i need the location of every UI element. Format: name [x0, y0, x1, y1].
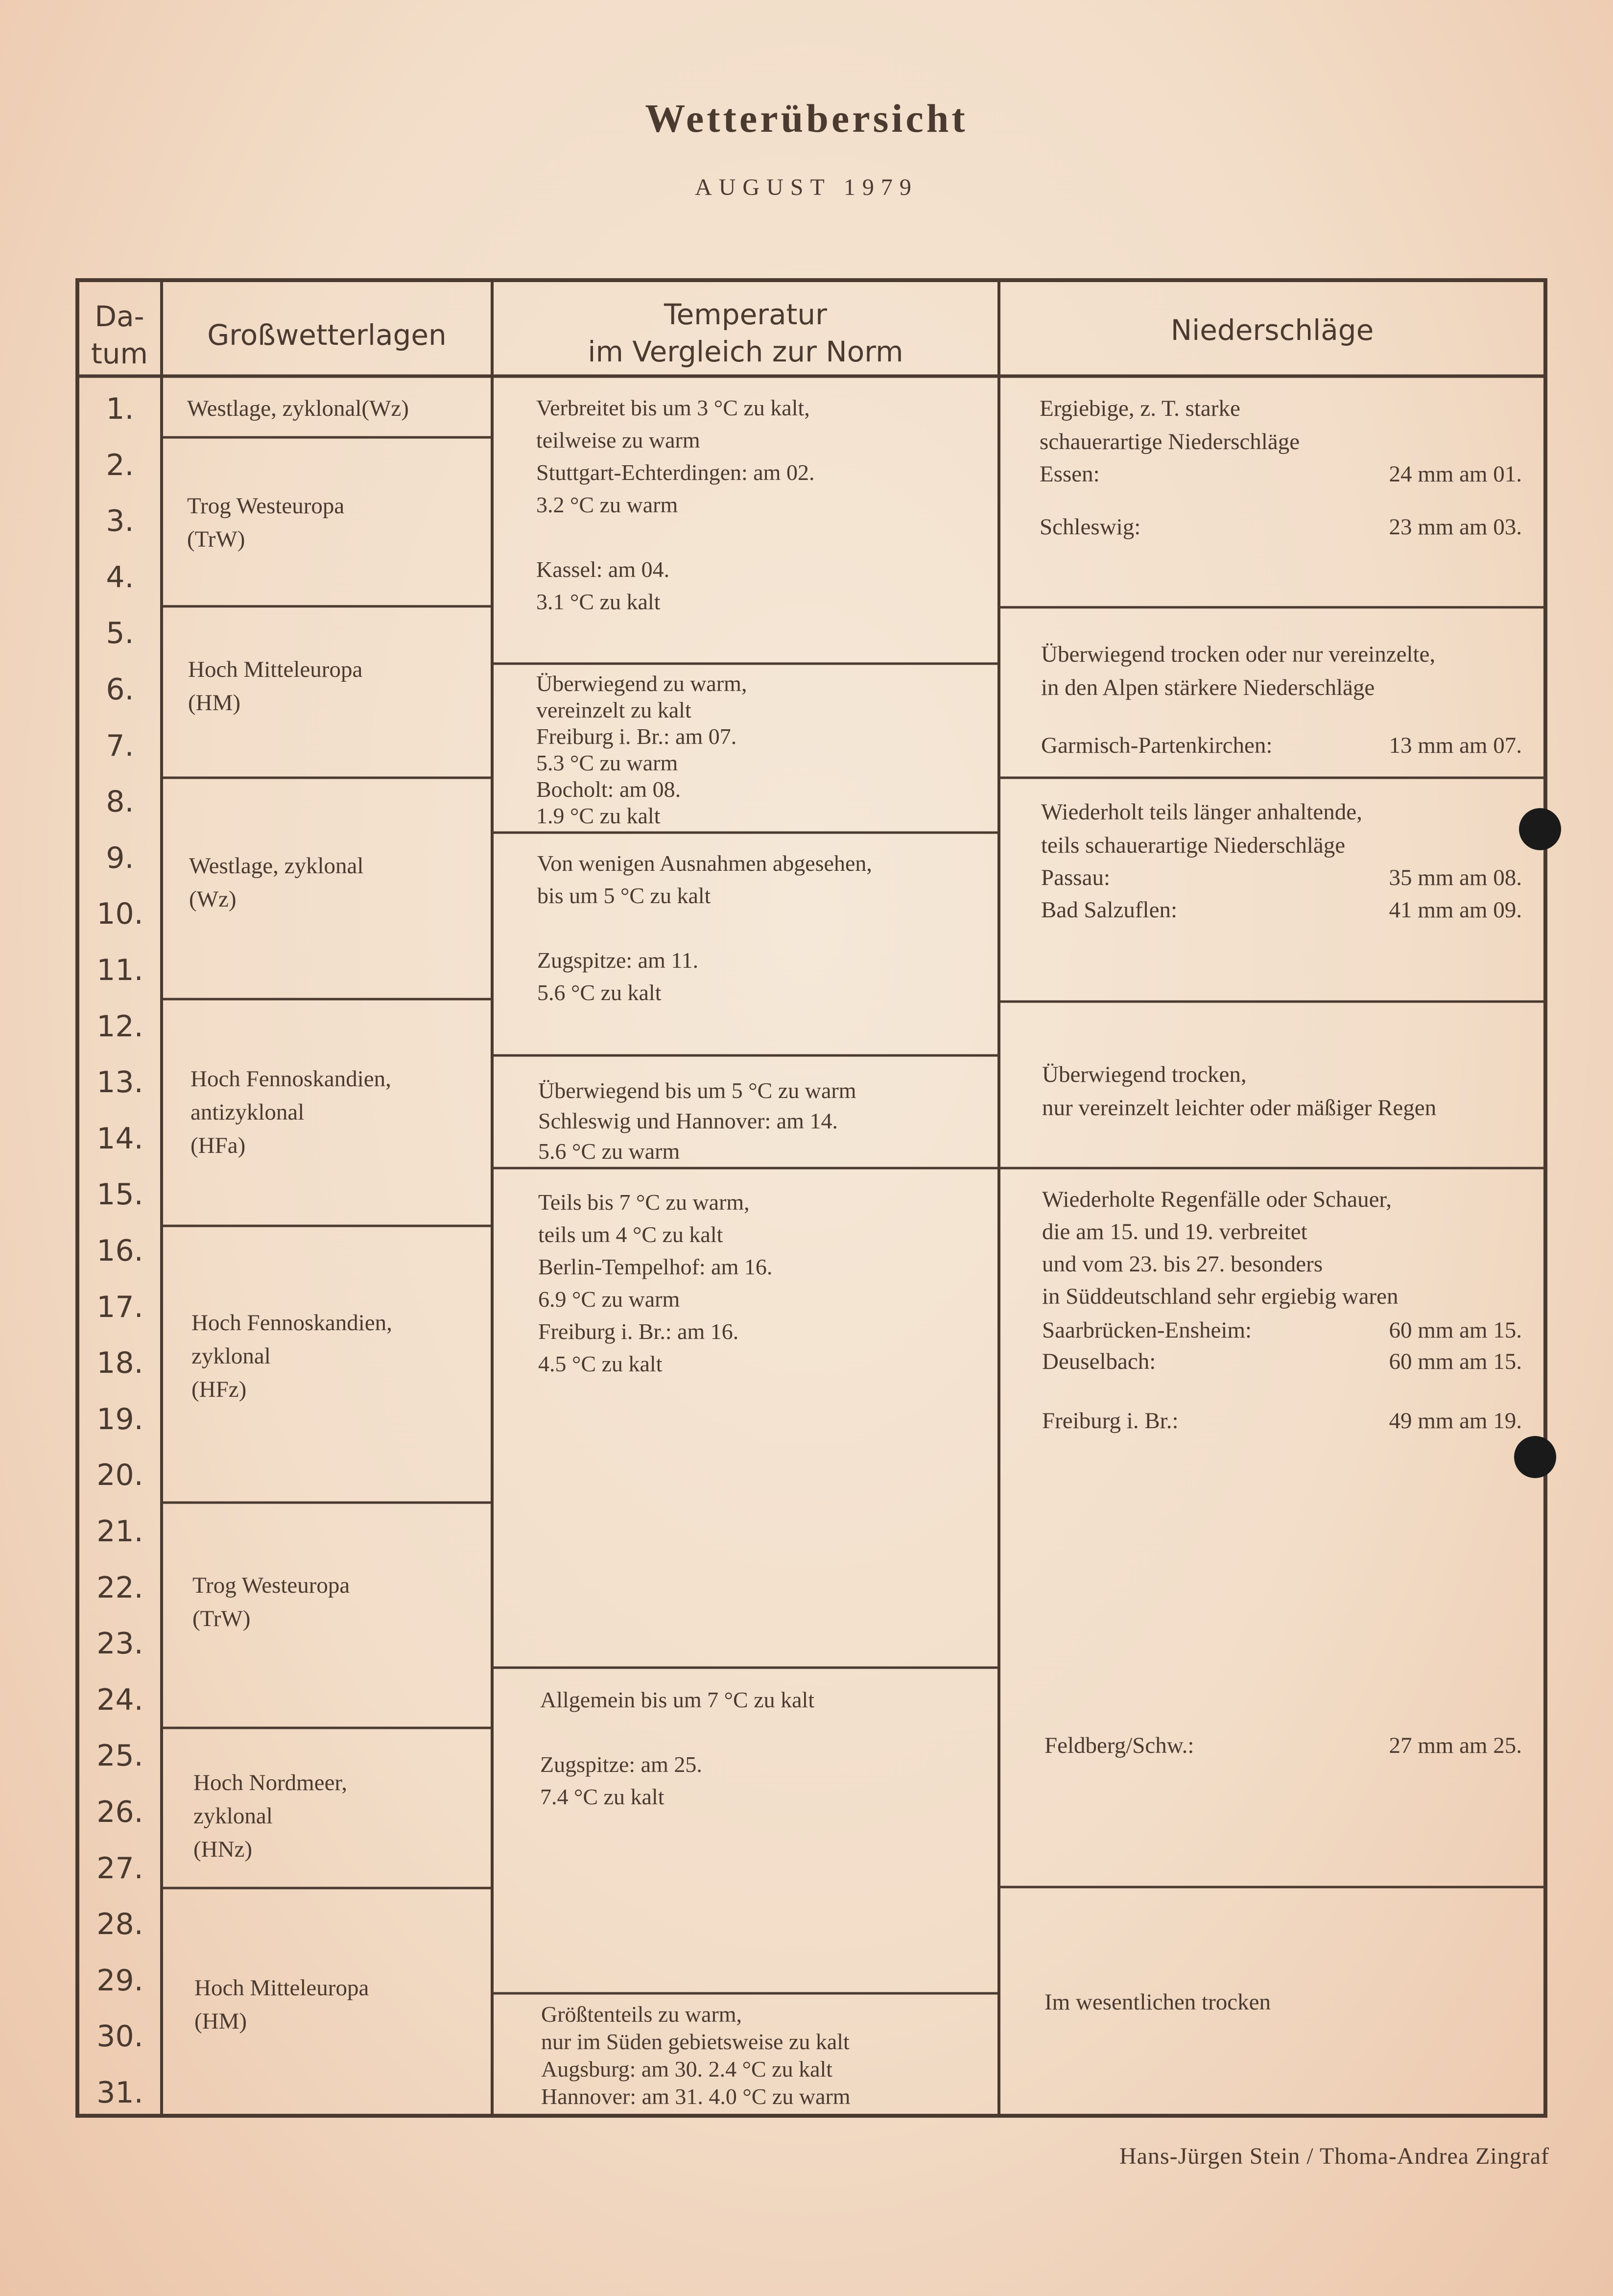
- precip-station-location: Deuselbach:: [1042, 1349, 1156, 1374]
- day-number: 16.: [96, 1234, 143, 1268]
- temp-cell: Größtenteils zu warm, nur im Süden gebietsweise zu kalt Augsburg: am 30. 2.4 °C zu kalt Hannover: am 31. 4.0 °C zu warm: [541, 2002, 851, 2109]
- day-number: 6.: [106, 672, 134, 707]
- precip-station-value: 41 mm am 09.: [1389, 897, 1522, 923]
- precip-station-location: Garmisch-Partenkirchen:: [1041, 733, 1273, 758]
- temp-cell: Überwiegend zu warm, vereinzelt zu kalt Freiburg i. Br.: am 07. 5.3 °C zu warm Bocholt: am 08. 1.9 °C zu kalt: [536, 671, 747, 828]
- precip-station-location: Feldberg/Schw.:: [1044, 1733, 1194, 1758]
- document-subtitle: AUGUST 1979: [695, 174, 918, 200]
- temp-cell: Teils bis 7 °C zu warm, teils um 4 °C zu kalt Berlin-Tempelhof: am 16. 6.9 °C zu warm Freiburg i. Br.: am 16. 4.5 °C zu kalt: [538, 1190, 773, 1376]
- header-temperatur-line2: im Vergleich zur Norm: [588, 335, 903, 368]
- day-number: 12.: [96, 1009, 143, 1044]
- header-niederschlaege: Niederschläge: [1170, 313, 1374, 347]
- temp-cell: Allgemein bis um 7 °C zu kalt Zugspitze: am 25. 7.4 °C zu kalt: [540, 1687, 815, 1809]
- precip-text: Wiederholte Regenfälle oder Schauer, die am 15. und 19. verbreitet und vom 23. bis 27. besonders in Süddeutschland sehr ergiebig waren: [1042, 1187, 1399, 1309]
- precip-station-value: 24 mm am 01.: [1389, 461, 1522, 487]
- day-number: 11.: [96, 953, 143, 987]
- gwl-cell: Westlage, zyklonal(Wz): [187, 396, 409, 421]
- day-number: 19.: [96, 1402, 143, 1436]
- day-number: 20.: [96, 1458, 143, 1492]
- precip-station-location: Bad Salzuflen:: [1041, 897, 1178, 923]
- day-number: 8.: [106, 785, 134, 819]
- day-number: 26.: [96, 1795, 143, 1829]
- precip-station-value: 13 mm am 07.: [1389, 733, 1522, 758]
- gwl-cell: Trog Westeuropa (TrW): [187, 493, 345, 552]
- day-number: 14.: [96, 1122, 143, 1156]
- gwl-cell: Hoch Fennoskandien, zyklonal (HFz): [191, 1310, 392, 1402]
- precip-station-value: 60 mm am 15.: [1389, 1349, 1522, 1374]
- day-number: 15.: [96, 1177, 143, 1212]
- temp-cell: Verbreitet bis um 3 °C zu kalt, teilweise zu warm Stuttgart-Echterdingen: am 02. 3.2 °C zu warm Kassel: am 04. 3.1 °C zu kalt: [536, 395, 815, 614]
- header-datum-line2: tum: [91, 337, 148, 370]
- day-number: 5.: [106, 616, 134, 650]
- day-number: 24.: [96, 1683, 143, 1717]
- day-number: 4.: [106, 560, 134, 595]
- day-number: 28.: [96, 1907, 143, 1941]
- precip-station-location: Passau:: [1041, 865, 1110, 890]
- day-number: 2.: [106, 448, 134, 482]
- gwl-cell: Hoch Mitteleuropa (HM): [194, 1975, 369, 2034]
- day-number: 22.: [96, 1571, 143, 1605]
- gwl-cell: Hoch Fennoskandien, antizyklonal (HFa): [190, 1066, 391, 1158]
- precip-text: Im wesentlichen trocken: [1044, 1989, 1271, 2015]
- precip-station-value: 60 mm am 15.: [1389, 1317, 1522, 1343]
- precip-station-value: 27 mm am 25.: [1389, 1733, 1522, 1758]
- day-number: 27.: [96, 1851, 143, 1886]
- day-number: 17.: [96, 1290, 143, 1324]
- precip-text: Wiederholt teils länger anhaltende, teils schauerartige Niederschläge: [1041, 799, 1362, 858]
- precip-station-location: Freiburg i. Br.:: [1042, 1408, 1179, 1434]
- gwl-cell: Hoch Nordmeer, zyklonal (HNz): [193, 1770, 347, 1862]
- day-number: 10.: [96, 897, 143, 931]
- punch-hole: [1514, 1436, 1556, 1478]
- day-number: 1.: [106, 392, 134, 426]
- header-grosswetterlagen: Großwetterlagen: [207, 318, 447, 352]
- precip-station-location: Saarbrücken-Ensheim:: [1042, 1317, 1252, 1343]
- precip-text: Überwiegend trocken oder nur vereinzelte, in den Alpen stärkere Niederschläge: [1041, 642, 1436, 700]
- header-datum-line1: Da-: [95, 300, 144, 333]
- temp-cell: Von wenigen Ausnahmen abgesehen, bis um 5 °C zu kalt Zugspitze: am 11. 5.6 °C zu kalt: [537, 851, 872, 1005]
- document-title: Wetterübersicht: [645, 96, 968, 141]
- header-temperatur-line1: Temperatur: [664, 298, 827, 331]
- day-number: 13.: [96, 1065, 143, 1100]
- precip-station-value: 35 mm am 08.: [1389, 865, 1522, 890]
- precip-station-value: 49 mm am 19.: [1389, 1408, 1522, 1434]
- day-number: 18.: [96, 1346, 143, 1380]
- day-number: 30.: [96, 2019, 143, 2054]
- day-number: 29.: [96, 1963, 143, 1998]
- header-datum: [77, 298, 162, 372]
- header-temperatur: [492, 296, 999, 370]
- day-number: 7.: [106, 729, 134, 763]
- precip-station-value: 23 mm am 03.: [1389, 514, 1522, 540]
- day-number: 3.: [106, 504, 134, 538]
- day-number: 23.: [96, 1626, 143, 1661]
- punch-hole: [1519, 808, 1561, 850]
- day-number: 31.: [96, 2076, 143, 2110]
- day-number: 25.: [96, 1739, 143, 1773]
- precip-station-location: Schleswig:: [1040, 514, 1141, 540]
- authors-signature: Hans-Jürgen Stein / Thoma-Andrea Zingraf: [1119, 2143, 1549, 2169]
- day-number: 21.: [96, 1514, 143, 1549]
- precip-text: Überwiegend trocken, nur vereinzelt leichter oder mäßiger Regen: [1042, 1062, 1437, 1121]
- gwl-cell: Hoch Mitteleuropa (HM): [188, 657, 363, 716]
- temp-cell: Überwiegend bis um 5 °C zu warm Schleswig und Hannover: am 14. 5.6 °C zu warm: [538, 1078, 856, 1164]
- precip-text: Ergiebige, z. T. starke schauerartige Niederschläge: [1040, 396, 1300, 454]
- precip-station-location: Essen:: [1040, 461, 1100, 487]
- gwl-cell: Westlage, zyklonal (Wz): [189, 853, 364, 912]
- day-number: 9.: [106, 841, 134, 875]
- gwl-cell: Trog Westeuropa (TrW): [192, 1573, 350, 1631]
